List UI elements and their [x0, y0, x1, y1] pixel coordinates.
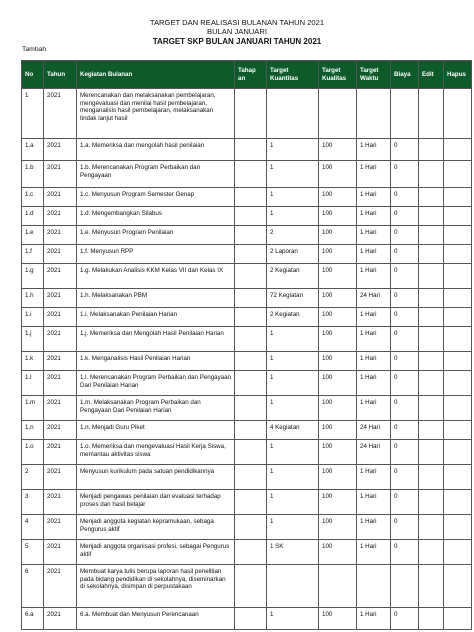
cell-kegiatan: 1.k. Menganalisis Hasil Penilaian Harian — [77, 352, 235, 371]
cell-edit[interactable] — [419, 264, 444, 289]
cell-kegiatan: 1.b. Merencanakan Program Perbaikan dan Pengayaan — [77, 161, 235, 188]
cell-biaya: 0 — [391, 207, 419, 226]
cell-tahapan — [235, 139, 267, 161]
cell-target-kualitas: 100 — [319, 327, 357, 352]
cell-target-kuantitas: 1 — [267, 327, 319, 352]
cell-kegiatan: 1.i. Melaksanakan Penilaian Harian — [77, 308, 235, 327]
cell-target-waktu: 1 Hari — [357, 540, 391, 565]
cell-target-waktu — [357, 89, 391, 139]
cell-target-waktu: 1 Hari — [357, 245, 391, 264]
cell-no: 1 — [22, 89, 44, 139]
cell-target-kualitas: 100 — [319, 396, 357, 421]
cell-biaya: 0 — [391, 490, 419, 515]
header-edit: Edit — [419, 61, 444, 89]
cell-hapus[interactable] — [444, 226, 472, 245]
table-row — [22, 188, 472, 207]
table-header-row — [22, 61, 472, 89]
table-row — [22, 440, 472, 465]
cell-target-kuantitas: 1 — [267, 515, 319, 540]
header-target-kuantitas: Target Kuantitas — [267, 61, 319, 89]
cell-hapus[interactable] — [444, 308, 472, 327]
cell-target-waktu: 1 Hari — [357, 207, 391, 226]
cell-kegiatan: Membuat karya tulis berupa laporan hasil penelitian pada bidang pendidikan di sekolahnya, diseminarkan di sekolahnya, disimpan di perpustakaan — [77, 565, 235, 608]
cell-target-kualitas: 100 — [319, 161, 357, 188]
cell-kegiatan: 1.j. Memeriksa dan Mengolah Hasil Penilaian Harian — [77, 327, 235, 352]
table-row — [22, 540, 472, 565]
cell-target-kualitas: 100 — [319, 540, 357, 565]
cell-target-kualitas: 100 — [319, 188, 357, 207]
cell-tahun: 2021 — [44, 465, 77, 490]
cell-target-kuantitas — [267, 89, 319, 139]
cell-edit[interactable] — [419, 352, 444, 371]
doc-subtitle: TARGET SKP BULAN JANUARI TAHUN 2021 — [152, 37, 322, 46]
cell-no: 1.n — [22, 421, 44, 440]
cell-tahapan — [235, 226, 267, 245]
cell-tahun: 2021 — [44, 608, 77, 630]
cell-biaya: 0 — [391, 308, 419, 327]
cell-tahun: 2021 — [44, 245, 77, 264]
cell-tahun: 2021 — [44, 371, 77, 396]
cell-target-kualitas: 100 — [319, 226, 357, 245]
header-hapus: Hapus — [444, 61, 472, 89]
cell-no: 5 — [22, 540, 44, 565]
cell-biaya — [391, 565, 419, 608]
cell-tahun: 2021 — [44, 264, 77, 289]
cell-target-kuantitas: 1 — [267, 396, 319, 421]
cell-target-kuantitas: 2 Kegiatan — [267, 264, 319, 289]
cell-tahun: 2021 — [44, 89, 77, 139]
cell-kegiatan: Merencanakan dan melaksanakan pembelajaran, mengevaluasi dan menilai hasil pembelajaran, menganalisis hasil pembelajaran, melaksanakan tindak lanjut hasil — [77, 89, 235, 139]
cell-no: 2 — [22, 465, 44, 490]
cell-hapus[interactable] — [444, 515, 472, 540]
cell-biaya: 0 — [391, 396, 419, 421]
cell-edit[interactable] — [419, 188, 444, 207]
cell-edit[interactable] — [419, 515, 444, 540]
cell-edit[interactable] — [419, 89, 444, 139]
cell-tahapan — [235, 421, 267, 440]
cell-no: 4 — [22, 515, 44, 540]
cell-target-kualitas: 100 — [319, 440, 357, 465]
cell-biaya: 0 — [391, 327, 419, 352]
table-row — [22, 490, 472, 515]
cell-kegiatan: Menjadi pengawas penilaian dan evaluasi terhadap proses dan hasil belajar — [77, 490, 235, 515]
cell-kegiatan: Menyusun kurikulum pada satuan pendidikannya — [77, 465, 235, 490]
header-biaya: Biaya — [391, 61, 419, 89]
cell-tahun: 2021 — [44, 289, 77, 308]
cell-biaya: 0 — [391, 465, 419, 490]
cell-target-kualitas: 100 — [319, 371, 357, 396]
cell-target-kuantitas: 72 Kegiatan — [267, 289, 319, 308]
cell-hapus[interactable] — [444, 89, 472, 139]
cell-tahapan — [235, 565, 267, 608]
cell-no: 1.a — [22, 139, 44, 161]
cell-kegiatan: 1.e. Menyusun Program Penilaian — [77, 226, 235, 245]
cell-tahun: 2021 — [44, 327, 77, 352]
cell-hapus[interactable] — [444, 396, 472, 421]
cell-hapus[interactable] — [444, 540, 472, 565]
cell-no: 1.h — [22, 289, 44, 308]
cell-tahapan — [235, 440, 267, 465]
cell-target-kuantitas: 1 — [267, 465, 319, 490]
cell-target-kuantitas: 1 — [267, 440, 319, 465]
cell-tahapan — [235, 515, 267, 540]
cell-tahapan — [235, 188, 267, 207]
cell-hapus[interactable] — [444, 352, 472, 371]
cell-target-kuantitas: 4 Kegiatan — [267, 421, 319, 440]
cell-hapus[interactable] — [444, 188, 472, 207]
cell-edit[interactable] — [419, 565, 444, 608]
cell-kegiatan: Menjadi anggota kegiatan kepramukaan, sebaga Pengurus aktif — [77, 515, 235, 540]
header-no: No — [22, 61, 44, 89]
table-row — [22, 608, 472, 630]
cell-target-kualitas: 100 — [319, 490, 357, 515]
cell-no: 1.d — [22, 207, 44, 226]
cell-target-waktu: 24 Hari — [357, 421, 391, 440]
cell-tahapan — [235, 540, 267, 565]
cell-target-kualitas: 100 — [319, 264, 357, 289]
cell-target-waktu: 1 Hari — [357, 371, 391, 396]
cell-tahun: 2021 — [44, 565, 77, 608]
cell-hapus[interactable] — [444, 245, 472, 264]
cell-target-waktu: 1 Hari — [357, 352, 391, 371]
cell-edit[interactable] — [419, 421, 444, 440]
cell-hapus[interactable] — [444, 421, 472, 440]
cell-target-kuantitas: 1 — [267, 207, 319, 226]
cell-no: 1.b — [22, 161, 44, 188]
cell-tahapan — [235, 308, 267, 327]
table-row — [22, 352, 472, 371]
cell-edit[interactable] — [419, 308, 444, 327]
cell-no: 6.a — [22, 608, 44, 630]
cell-tahapan — [235, 396, 267, 421]
cell-tahun: 2021 — [44, 540, 77, 565]
cell-no: 1.j — [22, 327, 44, 352]
cell-kegiatan: 1.g. Melakukan Analisis KKM Kelas VII dan Kelas IX — [77, 264, 235, 289]
cell-edit[interactable] — [419, 226, 444, 245]
cell-edit[interactable] — [419, 608, 444, 630]
cell-hapus[interactable] — [444, 327, 472, 352]
cell-kegiatan: 1.f. Menyusun RPP — [77, 245, 235, 264]
cell-target-kuantitas: 1 — [267, 188, 319, 207]
cell-edit[interactable] — [419, 289, 444, 308]
cell-biaya: 0 — [391, 139, 419, 161]
header-target-waktu: Target Waktu — [357, 61, 391, 89]
cell-target-kuantitas: 2 Laporan — [267, 245, 319, 264]
cell-kegiatan: 1.n. Menjadi Guru Piket — [77, 421, 235, 440]
table-row — [22, 371, 472, 396]
table-row — [22, 245, 472, 264]
cell-no: 1.c — [22, 188, 44, 207]
cell-target-waktu: 1 Hari — [357, 465, 391, 490]
cell-biaya: 0 — [391, 264, 419, 289]
cell-no: 1.e — [22, 226, 44, 245]
cell-hapus[interactable] — [444, 465, 472, 490]
cell-tahapan — [235, 327, 267, 352]
cell-tahapan — [235, 371, 267, 396]
cell-target-waktu: 1 Hari — [357, 226, 391, 245]
cell-edit[interactable] — [419, 490, 444, 515]
cell-target-kuantitas: 1 — [267, 352, 319, 371]
table-row — [22, 226, 472, 245]
cell-hapus[interactable] — [444, 371, 472, 396]
skp-target-table — [21, 60, 472, 630]
doc-month: BULAN JANUARI — [207, 27, 267, 36]
cell-target-waktu: 1 Hari — [357, 608, 391, 630]
cell-target-waktu: 1 Hari — [357, 139, 391, 161]
cell-biaya: 0 — [391, 245, 419, 264]
cell-edit[interactable] — [419, 465, 444, 490]
cell-biaya: 0 — [391, 440, 419, 465]
table-row — [22, 421, 472, 440]
cell-tahun: 2021 — [44, 207, 77, 226]
cell-kegiatan: 1.l. Merencanakan Program Perbaikan dan Pengayaan Dari Penilaian Harian — [77, 371, 235, 396]
cell-target-waktu: 1 Hari — [357, 490, 391, 515]
cell-kegiatan: 1.m. Melaksanakan Program Perbaikan dan Pengayaan Dari Penilaian Harian — [77, 396, 235, 421]
cell-target-kualitas: 100 — [319, 352, 357, 371]
cell-target-waktu: 1 Hari — [357, 327, 391, 352]
cell-tahun: 2021 — [44, 161, 77, 188]
table-row — [22, 327, 472, 352]
cell-no: 1.m — [22, 396, 44, 421]
cell-tahapan — [235, 289, 267, 308]
cell-tahun: 2021 — [44, 440, 77, 465]
cell-no: 1.i — [22, 308, 44, 327]
cell-biaya: 0 — [391, 161, 419, 188]
cell-tahapan — [235, 161, 267, 188]
cell-hapus[interactable] — [444, 207, 472, 226]
cell-hapus[interactable] — [444, 161, 472, 188]
cell-biaya — [391, 89, 419, 139]
cell-tahun: 2021 — [44, 421, 77, 440]
table-row — [22, 161, 472, 188]
cell-tahun: 2021 — [44, 226, 77, 245]
cell-edit[interactable] — [419, 161, 444, 188]
cell-kegiatan: 1.c. Menyusun Program Semester Genap — [77, 188, 235, 207]
cell-hapus[interactable] — [444, 565, 472, 608]
cell-target-kualitas: 100 — [319, 139, 357, 161]
cell-tahapan — [235, 465, 267, 490]
cell-biaya: 0 — [391, 421, 419, 440]
cell-target-kuantitas: 2 Kegiatan — [267, 308, 319, 327]
cell-biaya: 0 — [391, 226, 419, 245]
cell-hapus[interactable] — [444, 490, 472, 515]
cell-no: 1.l — [22, 371, 44, 396]
table-row — [22, 139, 472, 161]
cell-biaya: 0 — [391, 371, 419, 396]
table-body — [22, 89, 472, 630]
cell-target-kuantitas — [267, 565, 319, 608]
cell-target-kuantitas: 1 SK — [267, 540, 319, 565]
cell-edit[interactable] — [419, 440, 444, 465]
header-tahun: Tahun — [44, 61, 77, 89]
cell-target-waktu: 1 Hari — [357, 161, 391, 188]
cell-target-waktu: 1 Hari — [357, 308, 391, 327]
cell-kegiatan: 1.d. Mengembangkan Silabus — [77, 207, 235, 226]
cell-target-waktu — [357, 565, 391, 608]
header-tahapan: Tahap an — [235, 61, 267, 89]
cell-hapus[interactable] — [444, 608, 472, 630]
cell-target-waktu: 1 Hari — [357, 396, 391, 421]
cell-hapus[interactable] — [444, 289, 472, 308]
cell-no: 6 — [22, 565, 44, 608]
table-row — [22, 308, 472, 327]
cell-tahapan — [235, 245, 267, 264]
table-row — [22, 207, 472, 226]
cell-tahapan — [235, 490, 267, 515]
cell-target-kualitas: 100 — [319, 421, 357, 440]
cell-target-kualitas: 100 — [319, 465, 357, 490]
add-link[interactable]: Tambah — [22, 46, 47, 53]
cell-kegiatan: 1.h. Melaksanakan PBM — [77, 289, 235, 308]
cell-edit[interactable] — [419, 207, 444, 226]
cell-edit[interactable] — [419, 327, 444, 352]
cell-target-waktu: 24 Hari — [357, 440, 391, 465]
cell-target-kuantitas: 1 — [267, 161, 319, 188]
cell-target-kualitas — [319, 565, 357, 608]
cell-biaya: 0 — [391, 540, 419, 565]
cell-no: 1.f — [22, 245, 44, 264]
cell-tahun: 2021 — [44, 396, 77, 421]
cell-hapus[interactable] — [444, 440, 472, 465]
table-row — [22, 396, 472, 421]
table-row — [22, 89, 472, 139]
cell-kegiatan: Menjadi anggota organisasi profesi, sebagai Pengurus aktif — [77, 540, 235, 565]
cell-biaya: 0 — [391, 289, 419, 308]
cell-tahapan — [235, 207, 267, 226]
cell-target-kualitas: 100 — [319, 207, 357, 226]
cell-hapus[interactable] — [444, 139, 472, 161]
cell-tahun: 2021 — [44, 352, 77, 371]
cell-no: 1.o — [22, 440, 44, 465]
cell-target-waktu: 1 Hari — [357, 264, 391, 289]
cell-biaya: 0 — [391, 188, 419, 207]
cell-edit[interactable] — [419, 139, 444, 161]
cell-target-kualitas: 100 — [319, 245, 357, 264]
cell-edit[interactable] — [419, 245, 444, 264]
header-kegiatan: Kegiatan Bulanan — [77, 61, 235, 89]
table-row — [22, 289, 472, 308]
cell-tahun: 2021 — [44, 188, 77, 207]
cell-target-kuantitas: 2 — [267, 226, 319, 245]
cell-no: 1.g — [22, 264, 44, 289]
cell-biaya: 0 — [391, 352, 419, 371]
cell-target-waktu: 24 Hari — [357, 289, 391, 308]
header-target-kualitas: Target Kualitas — [319, 61, 357, 89]
table-row — [22, 515, 472, 540]
cell-no: 3 — [22, 490, 44, 515]
cell-tahapan — [235, 608, 267, 630]
cell-target-kualitas: 100 — [319, 308, 357, 327]
cell-hapus[interactable] — [444, 264, 472, 289]
cell-target-kuantitas: 1 — [267, 139, 319, 161]
cell-edit[interactable] — [419, 371, 444, 396]
cell-kegiatan: 1.o. Memeriksa dan mengevaluasi Hasil Kerja Siswa, memantau aktivitas siswa — [77, 440, 235, 465]
cell-tahapan — [235, 89, 267, 139]
cell-kegiatan: 1.a. Memeriksa dan mengolah hasil penilaian — [77, 139, 235, 161]
cell-tahun: 2021 — [44, 308, 77, 327]
cell-tahapan — [235, 264, 267, 289]
cell-target-waktu: 1 Hari — [357, 515, 391, 540]
cell-target-kualitas — [319, 89, 357, 139]
cell-tahun: 2021 — [44, 139, 77, 161]
cell-edit[interactable] — [419, 540, 444, 565]
doc-title: TARGET DAN REALISASI BULANAN TAHUN 2021 — [149, 18, 325, 27]
cell-kegiatan: 6.a. Membuat dan Menyusun Perencanaan — [77, 608, 235, 630]
table-row — [22, 465, 472, 490]
cell-target-kuantitas: 1 — [267, 490, 319, 515]
table-row — [22, 264, 472, 289]
cell-tahun: 2021 — [44, 490, 77, 515]
cell-no: 1.k — [22, 352, 44, 371]
cell-target-kualitas: 100 — [319, 608, 357, 630]
cell-biaya: 0 — [391, 515, 419, 540]
cell-target-kualitas: 100 — [319, 289, 357, 308]
cell-edit[interactable] — [419, 396, 444, 421]
cell-biaya: 0 — [391, 608, 419, 630]
table-row — [22, 565, 472, 608]
cell-target-waktu: 1 Hari — [357, 188, 391, 207]
cell-target-kualitas: 100 — [319, 515, 357, 540]
cell-tahapan — [235, 352, 267, 371]
cell-tahun: 2021 — [44, 515, 77, 540]
cell-target-kuantitas: 1 — [267, 608, 319, 630]
cell-target-kuantitas: 1 — [267, 371, 319, 396]
